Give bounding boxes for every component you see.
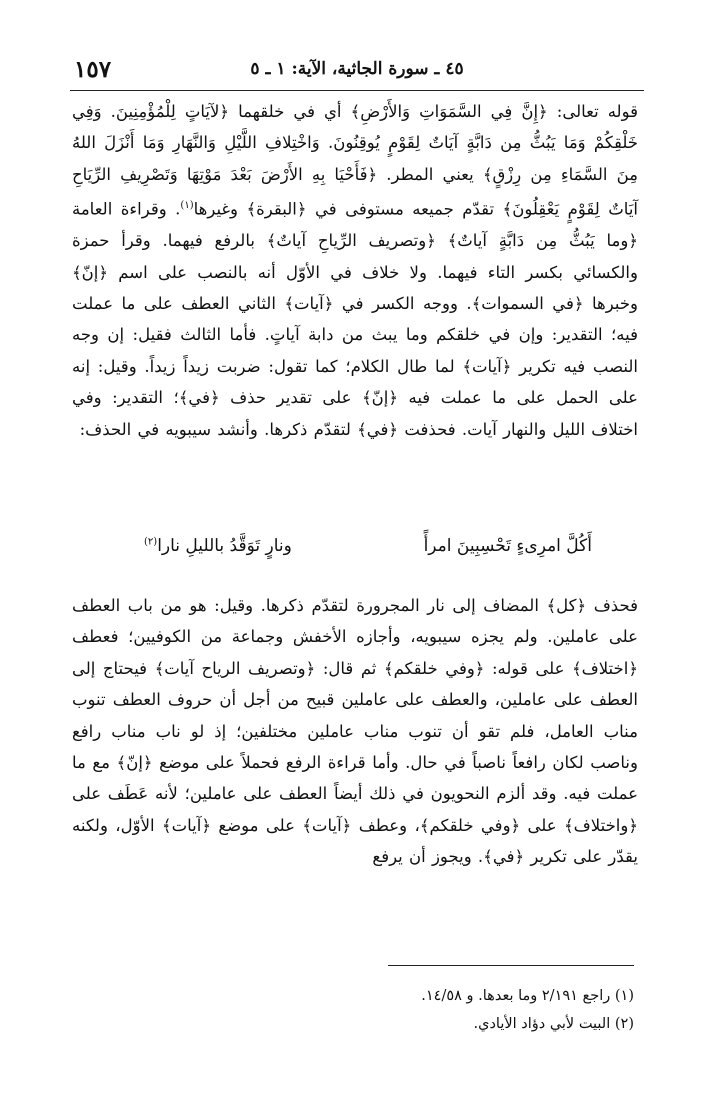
- footnote: (٢) البيت لأبي دؤاد الأيادي.: [473, 1016, 634, 1032]
- paragraph: [72, 96, 638, 445]
- footnote: (١) راجع ٢/١٩١ وما بعدها. و ١٤/٥٨.: [421, 988, 634, 1004]
- footnote-reference: (٢): [144, 536, 158, 548]
- footnote-reference: (١): [180, 200, 194, 212]
- main-text-block: [72, 96, 638, 445]
- footnote-divider: [388, 965, 634, 966]
- main-text-block-continued: [72, 590, 638, 873]
- page-header: [70, 56, 644, 91]
- verse-second-text: ونارٍ تَوَقَّدُ بالليلِ نارا: [157, 536, 292, 556]
- paragraph: فحذف ﴿كل﴾ المضاف إلى نار المجرورة لتقدّم ذكرها. وقيل: هو من باب العطف على عاملين. ولم يجزه سيبويه، وأجازه الأخفش وجماعة من الكوفيين؛ فعطف ﴿اختلاف﴾ على قوله: ﴿وفي خلقكم﴾ ثم قال: ﴿وتصريف الرياح آيات﴾ فيحتاج إلى العطف على عاملين، والعطف على عاملين قبيح من أجل أن حروف العطف تنوب مناب العامل، فلم تقو أن تنوب مناب عاملين مختلفين؛ إذ لو ناب مناب رافع وناصب لكان رافعاً ناصباً في حال. وأما قراءة الرفع فحملاً على موضع ﴿إنّ﴾ مع ما عملت فيه. وقد ألزم النحويون في ذلك أيضاً العطف على عاملين؛ لأنه عَطَف على ﴿واختلاف﴾ على ﴿وفي خلقكم﴾، وعطف ﴿آيات﴾ على موضع ﴿آيات﴾ الأوّل، ولكنه يقدّر على تكرير ﴿في﴾. ويجوز أن يرفع: [72, 596, 638, 867]
- poetry-verse: [92, 536, 592, 572]
- footnotes: [300, 982, 634, 1038]
- running-title: ٤٥ ـ سورة الجاثية، الآية: ١ ـ ٥: [250, 59, 464, 79]
- paragraph-text: . وقراءة العامة ﴿وما يَبُثُّ مِن دَابَّةٍ آياتٌ﴾ ﴿وتصريف الرِّياحِ آياتٌ﴾ بالرفع فيهما. وقرأ حمزة والكسائي بكسر التاء فيهما. ولا خلاف في الأوّل أنه بالنصب على اسم ﴿إنّ﴾ وخبرها ﴿في السموات﴾. ووجه الكسر في ﴿آيات﴾ الثاني العطف على ما عملت فيه؛ التقدير: وإن في خلقكم وما يبث من دابة آياتٍ. فأما الثالث فقيل: إن وجه النصب فيه تكرير ﴿آيات﴾ لما طال الكلام؛ كما تقول: ضربت زيداً زيداً. وقيل: إنه على الحمل على ما عملت فيه ﴿إنّ﴾ على تقدير حذف ﴿في﴾؛ التقدير: وفي اختلاف الليل والنهار آيات. فحذفت ﴿في﴾ لتقدّم ذكرها. وأنشد سيبويه في الحذف:: [72, 199, 638, 439]
- verse-first-hemistich: أَكُلَّ امرِىءٍ تَحْسِبِينَ امرأً: [423, 536, 592, 556]
- paragraph-text: قوله تعالى: ﴿إِنَّ فِي السَّمَوَاتِ وَالأَرْضِ﴾ أي في خلقهما ﴿لآيَاتٍ لِلْمُؤْمِنِينَ. وَفِي خَلْقِكُمْ وَمَا يَبُثُّ مِن دَابَّةٍ آيَاتٌ لِقَوْمٍ يُوقِنُونَ. وَاخْتِلافِ اللَّيْلِ وَالنَّهَارِ وَمَا أَنْزَلَ اللهُ مِنَ السَّمَاءِ مِن رِزْقٍ﴾ يعني المطر. ﴿فَأَحْيَا بِهِ الأَرْضَ بَعْدَ مَوْتِهَا وَتَصْرِيفِ الرِّيَاحِ آيَاتٌ لِقَوْمٍ يَعْقِلُونَ﴾ تقدّم جميعه مستوفى في ﴿البقرة﴾ وغيرها: [72, 102, 639, 219]
- verse-second-hemistich: [144, 536, 292, 556]
- page-number: ١٥٧: [74, 56, 112, 83]
